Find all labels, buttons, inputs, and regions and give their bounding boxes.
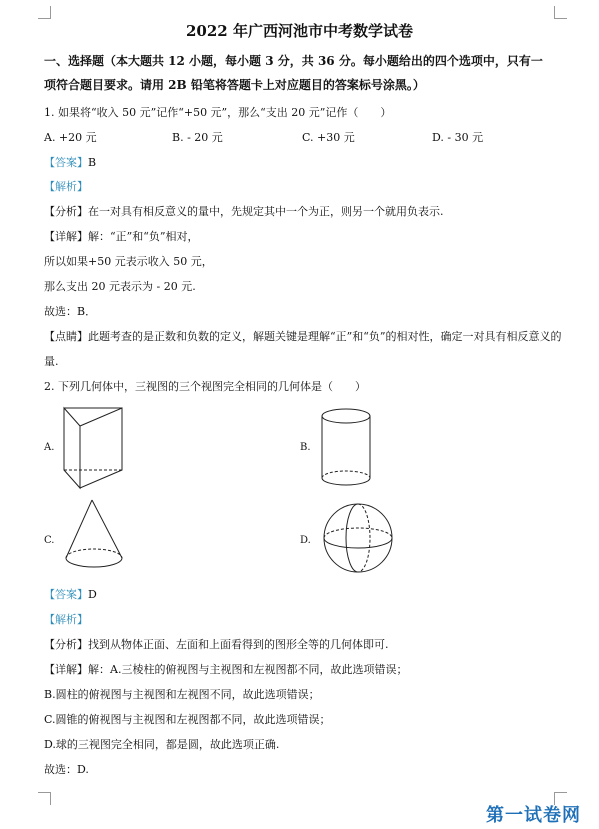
xiangjie-tag: 【详解】 xyxy=(44,230,88,243)
q1-answer xyxy=(44,154,96,170)
q1-option-c: C. +30 元 xyxy=(302,131,355,144)
cylinder-figure xyxy=(318,406,378,496)
xiangjie-text: 解：“正”和“负”相对， xyxy=(88,230,199,243)
q1-stem: 1. 如果将“收入 50 元”记作“+50 元”，那么“支出 20 元”记作（ ） xyxy=(44,106,392,119)
q2-fenxi xyxy=(44,636,389,652)
q2-line-end: 故选：D. xyxy=(44,763,89,776)
triangular-prism-figure xyxy=(60,404,130,494)
fenxi-text: 找到从物体正面、左面和上面看得到的图形全等的几何体即可. xyxy=(88,638,389,651)
q2-label-b: B. xyxy=(300,442,311,453)
q1-option-b: B. - 20 元 xyxy=(172,131,223,144)
fenxi-tag: 【分析】 xyxy=(44,205,88,218)
q2-stem: 2. 下列几何体中，三视图的三个视图完全相同的几何体是（ ） xyxy=(44,380,366,393)
dianjing-tag: 【点睛】 xyxy=(44,330,88,343)
q1-option-a: A. +20 元 xyxy=(44,131,97,144)
q2-label-d: D. xyxy=(300,535,311,546)
q2-label-c: C. xyxy=(44,535,55,546)
sphere-figure xyxy=(320,500,400,580)
xiangjie-tag: 【详解】 xyxy=(44,663,88,676)
section-heading-line1: 一、选择题（本大题共 12 小题，每小题 3 分，共 36 分。每小题给出的四个选项中，只有一 xyxy=(44,54,543,68)
q1-analysis-tag: 【解析】 xyxy=(44,180,88,193)
q2-line-d: D.球的三视图完全相同，都是圆，故此选项正确. xyxy=(44,738,280,751)
q2-line-b: B.圆柱的俯视图与主视图和左视图不同，故此选项错误； xyxy=(44,688,320,701)
crop-mark-top-left xyxy=(38,6,51,19)
q2-label-a: A. xyxy=(44,442,55,453)
q1-line4: 故选：B． xyxy=(44,305,97,318)
crop-mark-top-right xyxy=(554,6,567,19)
xiangjie-text: 解：A.三棱柱的俯视图与主视图和左视图都不同，故此选项错误； xyxy=(88,663,408,676)
q2-line-c: C.圆锥的俯视图与主视图和左视图都不同，故此选项错误； xyxy=(44,713,331,726)
q1-line3: 那么支出 20 元表示为 - 20 元. xyxy=(44,280,196,293)
answer-tag: 【答案】 xyxy=(44,156,88,169)
answer-tag: 【答案】 xyxy=(44,588,88,601)
q1-option-d: D. - 30 元 xyxy=(432,131,484,144)
fenxi-tag: 【分析】 xyxy=(44,638,88,651)
q1-xiangjie xyxy=(44,228,199,244)
answer-value: D xyxy=(88,588,97,601)
section-heading-line2: 项符合题目要求。请用 2B 铅笔将答题卡上对应题目的答案标号涂黑。） xyxy=(44,78,425,92)
fenxi-text: 在一对具有相反意义的量中，先规定其中一个为正，则另一个就用负表示. xyxy=(88,205,444,218)
q2-answer xyxy=(44,586,97,602)
q1-line2: 所以如果+50 元表示收入 50 元， xyxy=(44,255,213,268)
answer-value: B xyxy=(88,156,97,169)
cone-figure xyxy=(62,496,132,586)
q1-dianjing-cont: 量. xyxy=(44,355,59,368)
dianjing-text: 此题考查的是正数和负数的定义，解题关键是理解“正”和“负”的相对性，确定一对具有相反意义的 xyxy=(88,330,562,343)
q2-xiangjie xyxy=(44,661,407,677)
site-watermark: 第一试卷网 xyxy=(486,805,581,826)
q2-analysis-tag: 【解析】 xyxy=(44,613,88,626)
q1-fenxi xyxy=(44,203,444,219)
page-title: 2022 年广西河池市中考数学试卷 xyxy=(186,22,413,40)
q1-dianjing xyxy=(44,328,562,344)
crop-mark-bottom-left xyxy=(38,792,51,805)
